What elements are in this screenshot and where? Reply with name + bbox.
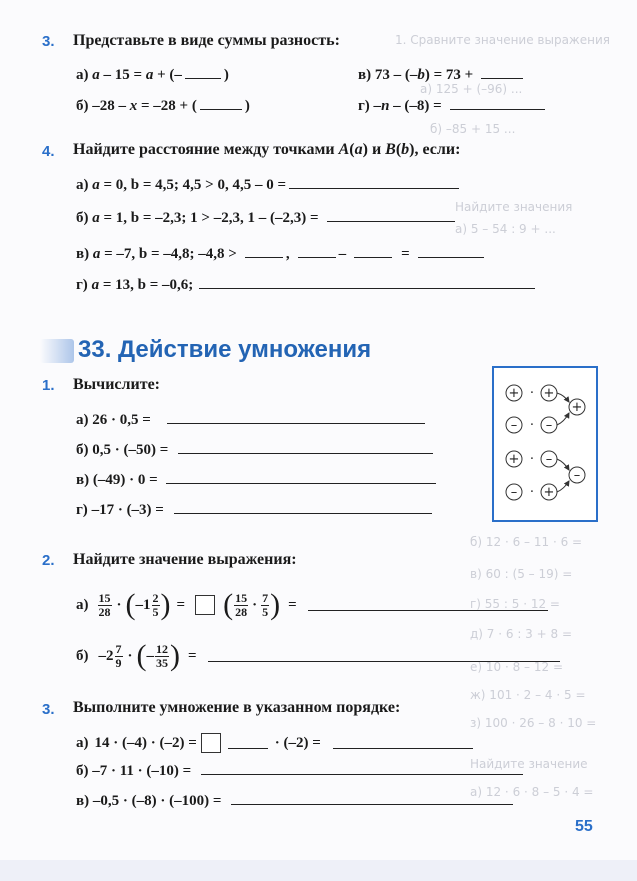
fraction: $\frac{7}{5}$ [262, 590, 269, 619]
var: b [417, 67, 425, 83]
task-number: 2. [42, 552, 55, 569]
sign-rule-svg [494, 368, 596, 520]
bleed-line: 1. Сравните значение выражения [395, 33, 610, 47]
task-title: Вычислите: [73, 376, 160, 393]
task-number: 4. [42, 143, 55, 160]
answer-blank[interactable] [199, 287, 535, 289]
answer-blank[interactable] [354, 256, 392, 258]
answer-blank[interactable] [174, 512, 432, 514]
answer-blank[interactable] [228, 747, 268, 749]
arrow-icon [557, 481, 569, 492]
minus-sign: – [573, 468, 581, 483]
answer-box[interactable] [195, 595, 215, 615]
bleed-line: a) 12 · 6 · 8 – 5 · 4 = [470, 785, 594, 799]
task-title: Найдите значение выражения: [73, 551, 297, 568]
answer-blank[interactable] [333, 747, 473, 749]
answer-blank[interactable] [245, 256, 283, 258]
row-b: б) –7 · 11 · (–10) = [76, 763, 526, 780]
plus-sign: + [508, 386, 520, 401]
minus-sign: – [545, 452, 553, 467]
sign-rule-diagram [492, 366, 598, 522]
answer-blank[interactable] [167, 422, 425, 424]
answer-blank[interactable] [289, 187, 459, 189]
row-v: в) a = –7, b = –4,8; –4,8 > , – = [76, 246, 487, 263]
item-label: г) [358, 98, 370, 114]
answer-blank[interactable] [308, 609, 548, 611]
minus-sign: – [510, 418, 518, 433]
expr: ) [244, 98, 250, 114]
row-v [358, 67, 526, 84]
arrow-icon [557, 413, 569, 425]
bleed-line: в) 60 : (5 – 19) = [470, 567, 573, 581]
fraction: $\frac{7}{9}$ [115, 641, 122, 670]
row-b: б) a = 1, b = –2,3; 1 > –2,3, 1 – (–2,3) = [76, 210, 458, 227]
bleed-line: б) 12 · 6 – 11 · 6 = [470, 535, 583, 549]
plus-sign: + [571, 400, 583, 415]
row-a: а) 14 · (–4) · (–2) = · (–2) = [76, 733, 476, 753]
dot: · [529, 418, 535, 433]
answer-blank[interactable] [450, 108, 545, 110]
row-a [76, 67, 229, 84]
bleed-line: ж) 101 · 2 – 4 · 5 = [470, 688, 586, 702]
answer-blank[interactable] [327, 220, 455, 222]
expr: ) = 73 + [424, 67, 474, 83]
page-bottom-band [0, 860, 637, 881]
expr: = –28 + ( [141, 98, 197, 114]
task-number: 3. [42, 33, 55, 50]
bleed-line: a) 5 – 54 : 9 + ... [455, 222, 556, 236]
expr: 73 – (– [374, 67, 418, 83]
answer-blank[interactable] [166, 482, 436, 484]
row-g: г) –17 · (–3) = [76, 502, 435, 519]
row-a: а) 26 · 0,5 = [76, 412, 428, 429]
arrow-icon [557, 459, 569, 470]
var: –n [373, 98, 390, 114]
chapter-heading: 33. Действие умножения [78, 336, 372, 363]
arrow-icon [557, 393, 569, 402]
task-title: Представьте в виде суммы разность: [73, 32, 340, 49]
answer-box[interactable] [201, 733, 221, 753]
answer-blank[interactable] [200, 108, 242, 110]
task-title: Найдите расстояние между точками A(a) и B(b), если: [73, 141, 461, 158]
row-g: г) a = 13, b = –0,6; [76, 277, 538, 294]
answer-blank[interactable] [201, 773, 523, 775]
row-v: в) (–49) · 0 = [76, 472, 439, 489]
answer-blank[interactable] [208, 660, 560, 662]
task-number: 3. [42, 701, 55, 718]
row-b [76, 98, 250, 115]
bleed-line: Найдите значение [470, 757, 588, 771]
minus-sign: – [545, 418, 553, 433]
answer-blank[interactable] [298, 256, 336, 258]
dot: · [529, 386, 535, 401]
fraction: $\frac{15}{28}$ [235, 590, 248, 619]
item-label: в) [358, 67, 372, 83]
row-a: а) $\frac{15}{28}$ · ( –1 $\frac{2}{5}$ ) = ( $\frac{15}{28}$ · $\frac{7}{5}$ ) = [76, 585, 551, 625]
item-label: а) [76, 67, 89, 83]
expr: ) [223, 67, 229, 83]
fraction: $\frac{12}{35}$ [156, 641, 169, 670]
bleed-line: з) 100 · 26 – 8 · 10 = [470, 716, 597, 730]
answer-blank[interactable] [185, 77, 221, 79]
expr: – (–8) = [393, 98, 442, 114]
var: a [145, 67, 154, 83]
row-v: в) –0,5 · (–8) · (–100) = [76, 793, 516, 810]
plus-sign: + [508, 452, 520, 467]
fraction: $\frac{15}{28}$ [98, 590, 111, 619]
row-b: б) 0,5 · (–50) = [76, 442, 436, 459]
task-number: 1. [42, 377, 55, 394]
bleed-line: д) 7 · 6 : 3 + 8 = [470, 627, 572, 641]
row-b: б) –2 $\frac{7}{9}$ · ( – $\frac{12}{35}$ ) = [76, 636, 563, 676]
page-number: 55 [575, 818, 593, 835]
answer-blank[interactable] [178, 452, 433, 454]
dot: · [529, 485, 535, 500]
row-a: а) a = 0, b = 4,5; 4,5 > 0, 4,5 – 0 = [76, 177, 462, 194]
answer-blank[interactable] [481, 77, 523, 79]
bleed-line: a) 125 + (–96) ... [420, 82, 523, 96]
task-title: Выполните умножение в указанном порядке: [73, 699, 401, 716]
minus-sign: – [510, 485, 518, 500]
bleed-line: Найдите значения [455, 200, 573, 214]
fraction: $\frac{2}{5}$ [152, 590, 159, 619]
dot: · [529, 452, 535, 467]
expr: + (– [157, 67, 182, 83]
heading-decoration [40, 339, 74, 363]
item-label: б) [76, 98, 89, 114]
bleed-line: е) 10 · 8 – 12 = [470, 660, 563, 674]
answer-blank[interactable] [231, 803, 513, 805]
expr: – 15 = [103, 67, 143, 83]
answer-blank[interactable] [418, 256, 484, 258]
row-g [358, 98, 548, 115]
var: x [129, 98, 138, 114]
bleed-line: б) –85 + 15 ... [430, 122, 516, 136]
bleed-line: г) 55 : 5 · 12 = [470, 597, 560, 611]
plus-sign: + [543, 485, 555, 500]
var: a [92, 67, 100, 83]
plus-sign: + [543, 386, 555, 401]
expr: –28 – [92, 98, 126, 114]
